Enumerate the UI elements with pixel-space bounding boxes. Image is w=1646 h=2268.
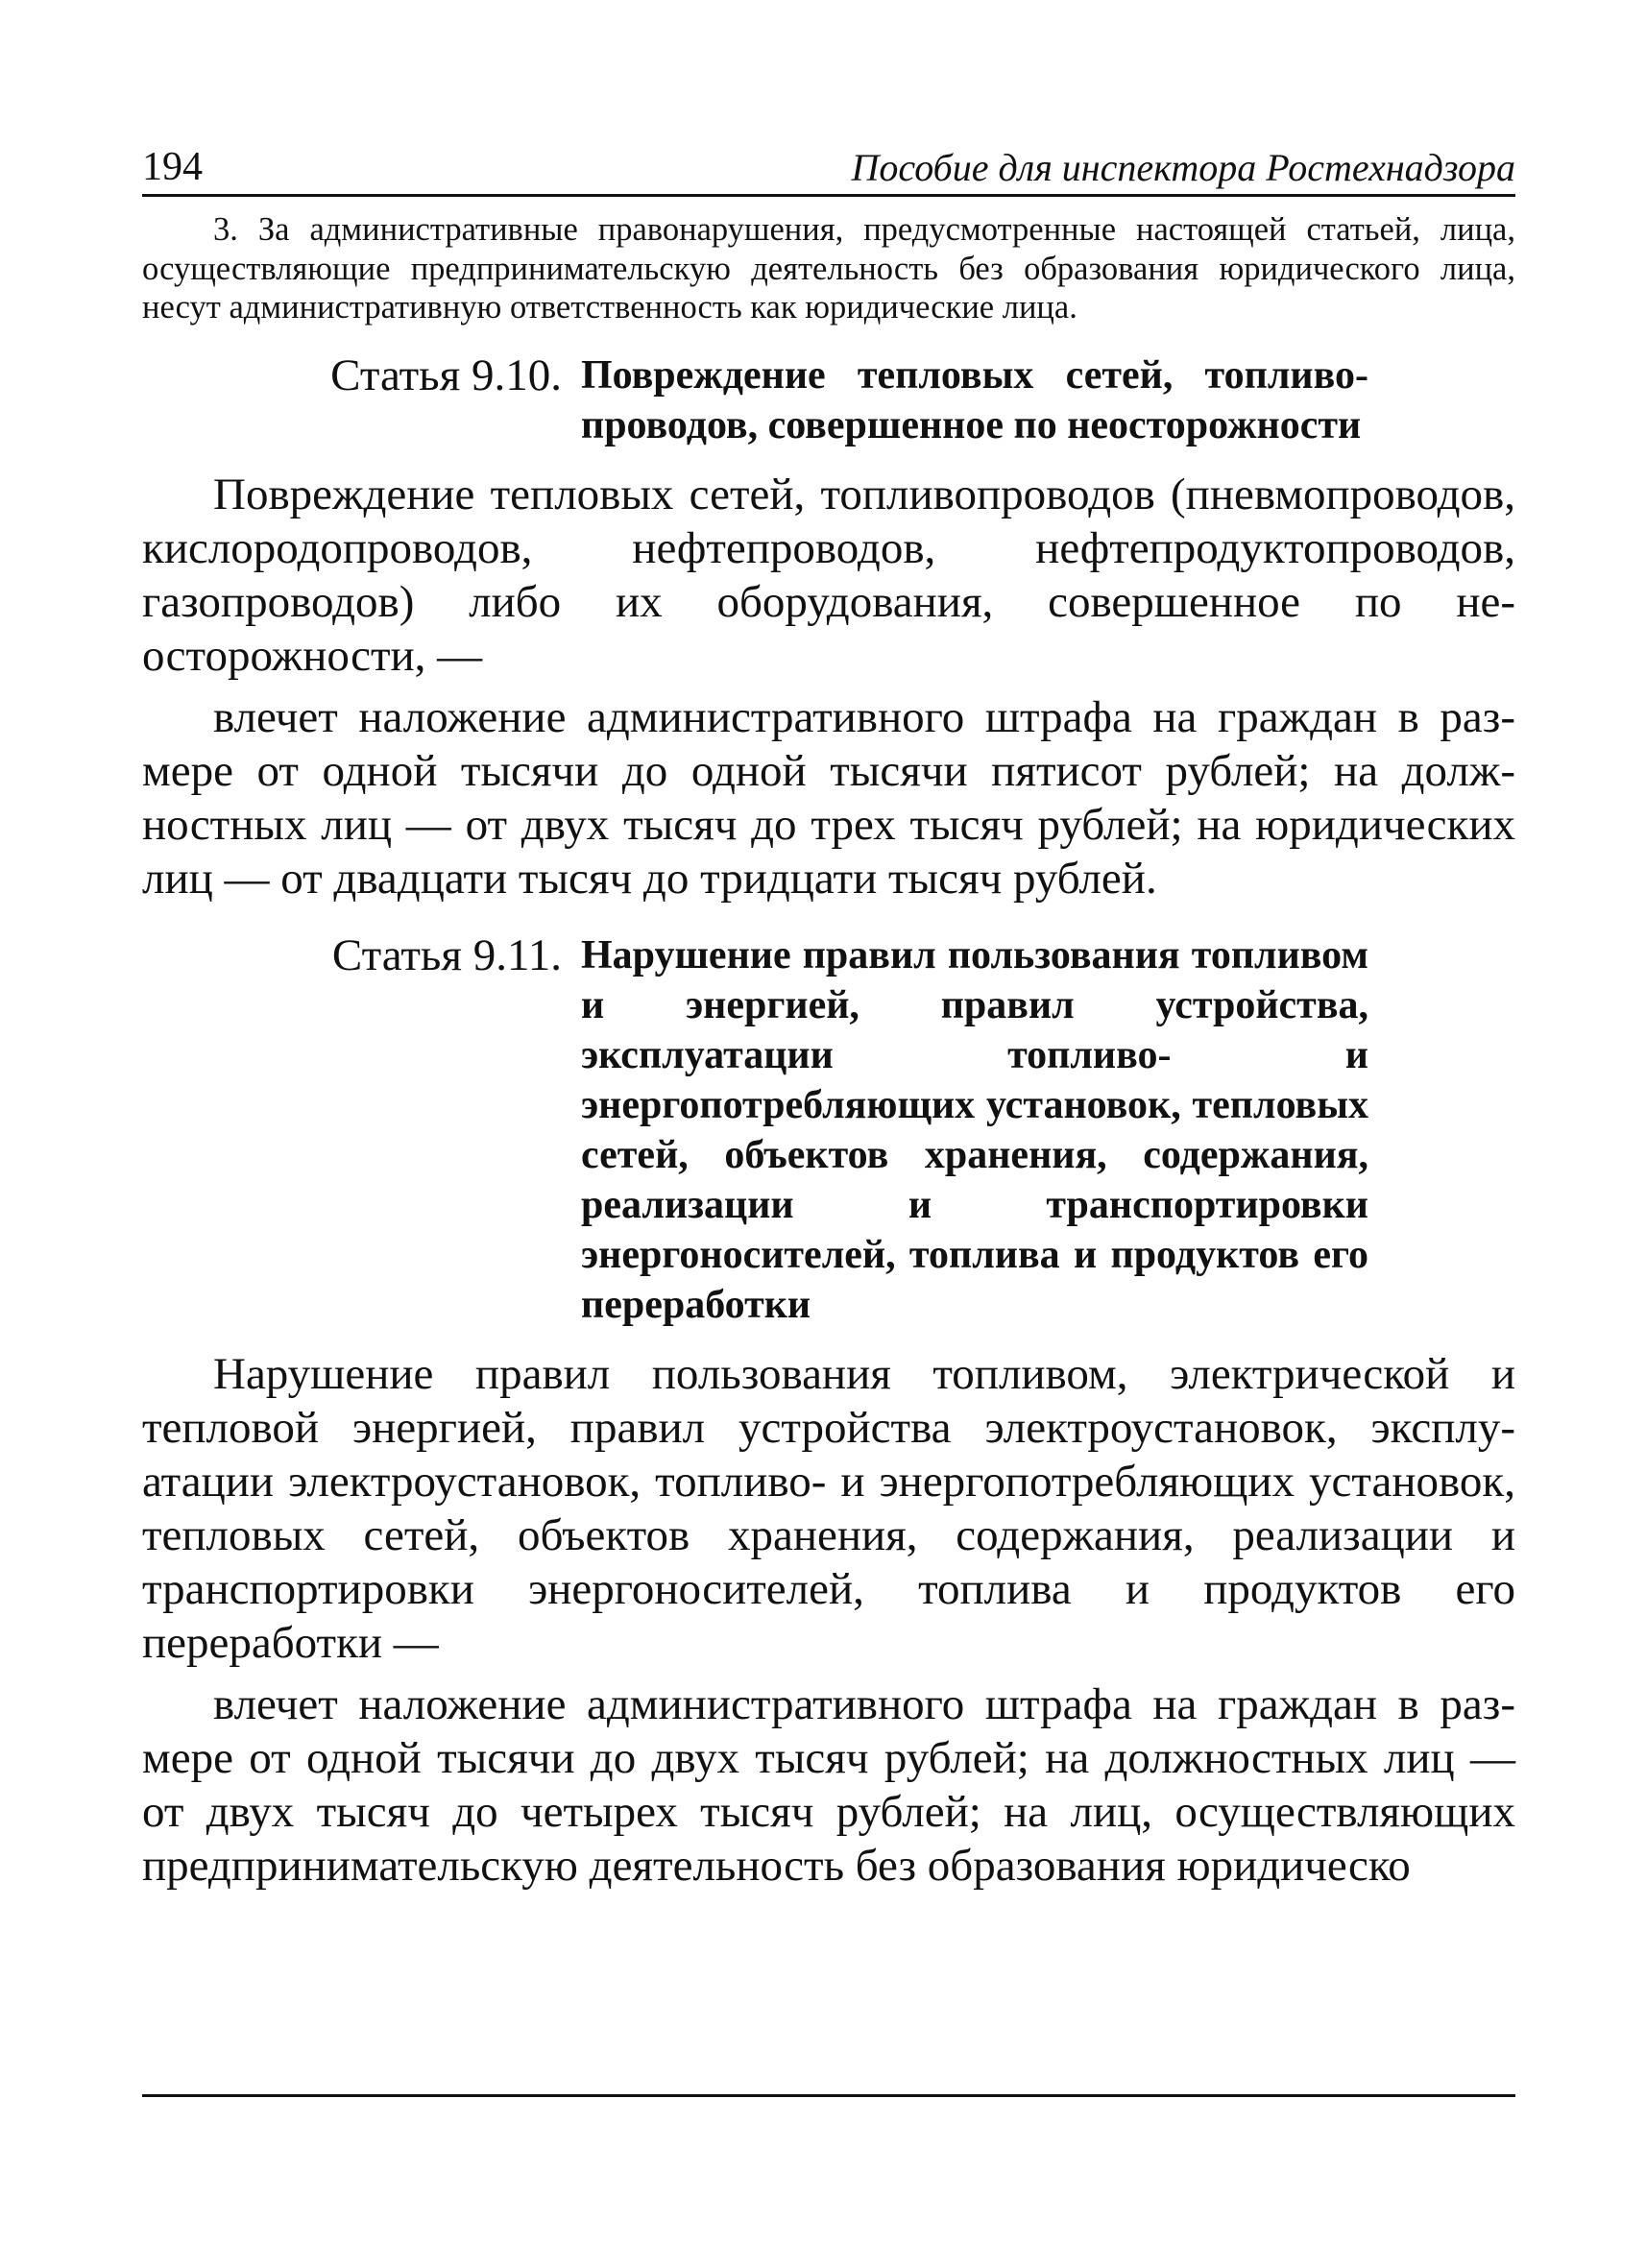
- page-number: 194: [142, 145, 203, 189]
- article-9-11-heading: [142, 929, 1515, 1330]
- book-page: [142, 144, 1515, 1893]
- intro-paragraph: 3. За административные правонарушения, предусмотренные настоящей статьей, лица, осуществляющие предпринимательскую деятельность без образования юридического лица, несут административную ответственность как юридические лица.: [142, 211, 1515, 326]
- article-9-11-paragraph: Нарушение правил пользования топливом, электрической и тепловой энергией, правил устройства электроустановок, эксплуатации электроустановок, топливо- и энергопотребляющих установок, тепловых сетей, объектов хранения, содержания, реализации и транспортировки энергоносителей, топлива и продуктов его переработки —: [142, 1348, 1515, 1668]
- article-title: Повреждение тепловых сетей, топливопроводов, совершенное по неосторожности: [581, 352, 1368, 447]
- article-9-10-penalty: влечет наложение административного штрафа на граждан в размере от одной тысячи до одной тысячи пятисот рублей; на должностных лиц — от двух тысяч до трех тысяч рублей; на юридических лиц — от двадцати тысяч до тридцати тысяч рублей.: [142, 691, 1515, 904]
- article-9-10-heading: [142, 349, 1515, 450]
- running-title: Пособие для инспектора Ростехнадзора: [851, 146, 1515, 189]
- article-9-10-paragraph: Повреждение тепловых сетей, топливопроводов (пневмопроводов, кислородопроводов, нефтепроводов, нефтепродуктопроводов, газопроводов) либо их оборудования, совершенное по неосторожности, —: [142, 469, 1515, 681]
- footer-rule: [142, 2094, 1515, 2097]
- page-header: [142, 144, 1515, 197]
- article-title: Нарушение правил пользования топливом и энергией, правил устройства, эксплуатации топливо- и энергопотребляющих установок, тепловых сетей, объектов хранения, содержания, реализации и транспортировки энергоносителей, топлива и продуктов его переработки: [581, 932, 1368, 1327]
- article-label: Статья 9.10.: [330, 350, 562, 400]
- article-label: Статья 9.11.: [331, 929, 562, 980]
- article-9-11-penalty: влечет наложение административного штрафа на граждан в размере от одной тысячи до двух тысяч рублей; на должностных лиц — от двух тысяч до четырех тысяч рублей; на лиц, осуществляющих предпринимательскую деятельность без образования юридическо: [142, 1678, 1515, 1891]
